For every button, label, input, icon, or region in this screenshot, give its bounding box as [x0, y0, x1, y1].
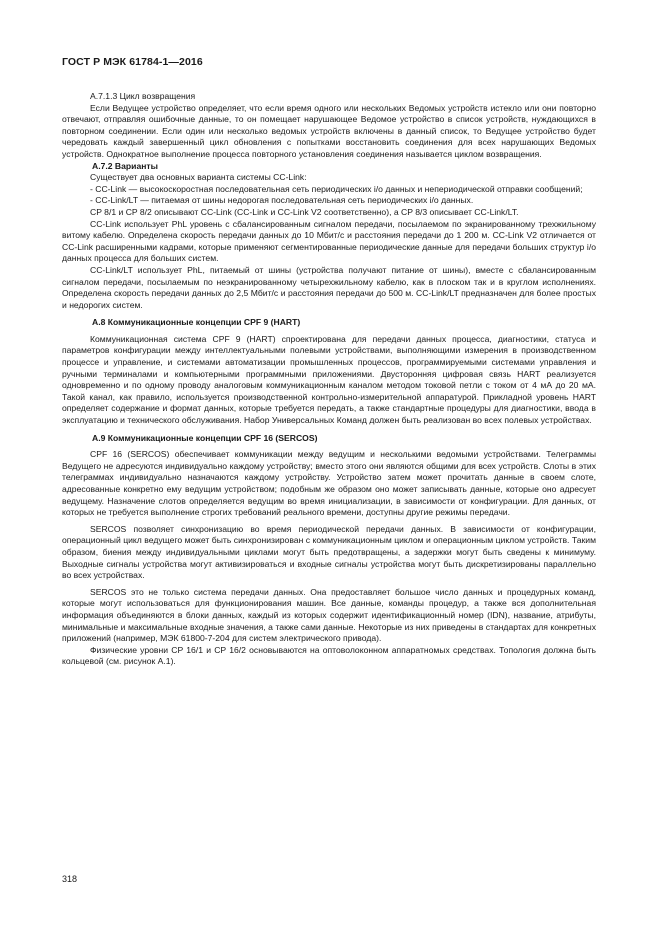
section-heading: A.7.2 Варианты [92, 160, 158, 171]
paragraph: Существует два основных варианта системы CC-Link: [90, 172, 307, 183]
paragraph: Если Ведущее устройство определяет, что если время одного или нескольких Ведомых устройств истекло или они повторно отвечают, отправляя ошибочные данные, то он помещает нарушающее Ведомое устройство в список устройств, нуждающихся в повторном соединении. Если один или несколько ведомых устройств включены в данный список, то Ведущее устройство будет чередовать каждый завершенный цикл обновления с попытками восстановить соединения для всех нарушающих Ведомых устройств. Однократное выполнение процесса повторного установления соединения называется циклом возвращения. [62, 102, 596, 159]
document-body [62, 91, 596, 668]
section-heading: A.9 Коммуникационные концепции CPF 16 (SERCOS) [92, 432, 318, 443]
paragraph: Коммуникационная система CPF 9 (HART) спроектирована для передачи данных процесса, диагностики, статуса и параметров конфигурации между интеллектуальными полевыми устройствами, выполняющими измерения в производственном процессе и управление, и системами автоматизации промышленных процессов, программируемыми системами управления и ручными терминалами и компьютерными программными приложениями. Двусторонняя цифровая связь HART реализуется одновременно и по одному проводу аналоговым коммуникационным каналом методом токовой петли с током от 4 мА до 20 мА. Такой канал, как правило, используется производственной контрольно-измерительной аппаратурой. Прикладной уровень HART определяет содержание и формат данных, которые требуется передать, а также стандартные процедуры для диагностики, ввода в эксплуатацию и технического обслуживания. Набор Универсальных Команд должен быть реализован во всех полевых устройствах. [62, 333, 596, 426]
paragraph: SERCOS это не только система передачи данных. Она предоставляет большое число данных и процедурных команд, которые могут использоваться для функционирования машин. Все данные, команды процедур, а также вся дополнительная информация объединяются в блоки данных, каждый из которых содержит идентификационный номер (IDN), название, атрибуты, минимальные и максимальные входные значения, а также сами данные. Некоторые из них приведены в стандартах для конкретных приложений (например, МЭК 61800-7-204 для систем электрического привода). [62, 586, 596, 644]
paragraph: CC-Link/LT использует PhL, питаемый от шины (устройства получают питание от шины), вместе с сбалансированным сигналом передачи, посылаемым по неэкранированному четырехжильному кабелю, как в плоском так и в круглом исполнениях. Определена скорость передачи данных до 2,5 Мбит/с и расстояния передачи до 500 м. CC-Link/LT предназначен для более простых и недорогих систем. [62, 264, 596, 310]
list-item: - CC-Link — высокоскоростная последовательная сеть периодических i/o данных и непериодической отправки сообщений; [90, 183, 583, 194]
section-heading: A.8 Коммуникационные концепции CPF 9 (HART) [92, 317, 301, 328]
paragraph: CC-Link использует PhL уровень с сбалансированным сигналом передачи, посылаемом по экранированному трехжильному витому кабелю. Определена скорость передачи данных до 10 Мбит/с и расстояния передачи до 1 200 м. CC-Link V2 отличается от CC-Link расширенными кадрами, которые применяют сегментированные периодические данные для передачи больших структур i/o данных процесса для больших систем. [62, 218, 596, 264]
section-title: A.7.1.3 Цикл возвращения [90, 91, 196, 101]
paragraph: SERCOS позволяет синхронизацию во время периодической передачи данных. В зависимости от конфигурации, операционный цикл ведущего может быть синхронизирован с коммуникационным циклом и операционным циклом устройств. Таким образом, биения между индивидуальными циклами могут быть предотвращены, а задержки могут быть сведены к минимуму. Выходные сигналы устройства могут активизироваться и входные сигналы устройства могут быть дискретизированы параллельно во всех устройствах. [62, 523, 596, 581]
page-number: 318 [62, 874, 78, 884]
paragraph: CP 8/1 и CP 8/2 описывают CC-Link (CC-Link и CC-Link V2 соответственно), а CP 8/3 описывает CC-Link/LT. [90, 206, 519, 217]
list-item: - CC-Link/LT — питаемая от шины недорогая последовательная сеть периодических i/o данных. [90, 195, 474, 206]
paragraph: Физические уровни CP 16/1 и CP 16/2 основываются на оптоволоконном аппаратномых средствах. Топология должна быть кольцевой (см. рисунок A.1). [62, 644, 596, 667]
document-header: ГОСТ Р МЭК 61784-1—2016 [62, 56, 203, 68]
paragraph: CPF 16 (SERCOS) обеспечивает коммуникации между ведущим и несколькими ведомыми устройствами. Телеграммы Ведущего не адресуются индивидуально каждому устройству; вместо этого они являются общими для всех устройств. Слоты в этих телеграммах индивидуально назначаются каждому устройству. Устройство затем может прочитать данные в своем слоте, адресованные конкретно ему ведущим устройством; подобным же образом оно может записывать данные, которые оно адресует ведущему. Назначение слотов определяется ведущим во время инициализации, в зависимости от конфигурации. Для данных, от которых не требуется выполнение строгих требований реального времени, доступны другие режимы передачи. [62, 449, 596, 518]
